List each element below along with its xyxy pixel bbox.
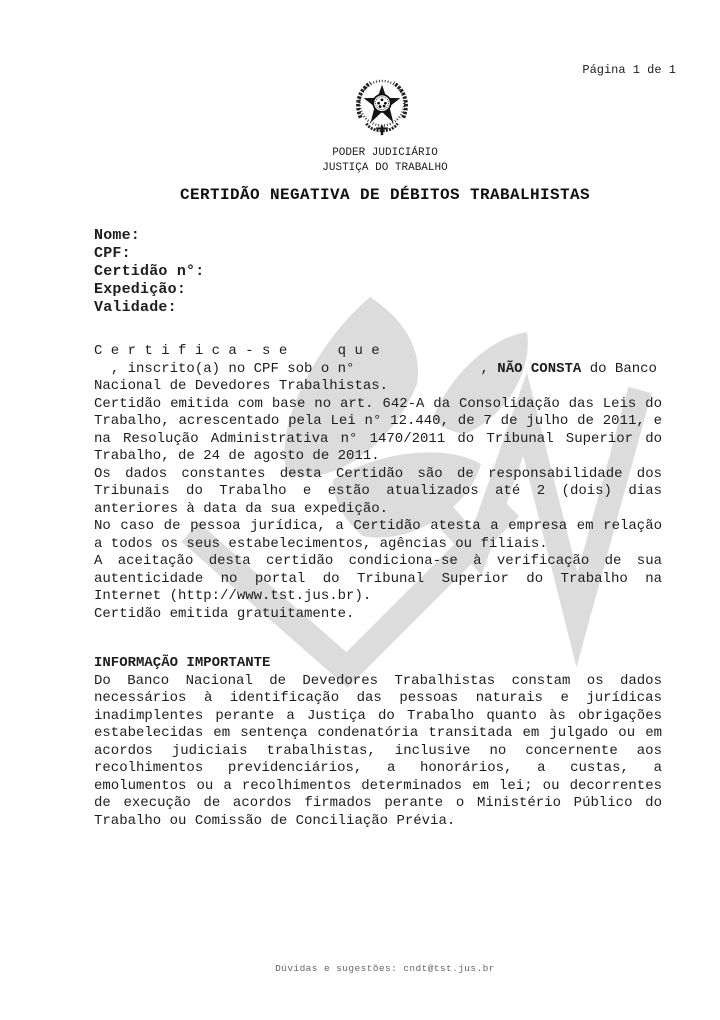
certify-line-1: C e r t i f i c a - s e q u e xyxy=(94,343,380,359)
certify-line-2-comma: , xyxy=(480,360,498,377)
certify-line-2-post: do Banco xyxy=(581,360,657,377)
header-org xyxy=(94,146,676,176)
document-title: CERTIDÃO NEGATIVA DE DÉBITOS TRABALHISTAS xyxy=(179,186,591,204)
body-text xyxy=(94,343,662,623)
body-paragraph-legal-basis: Certidão emitida com base no art. 642-A da Consolidação das Leis do Trabalho, acrescentado pela Lei n° 12.440, de 7 de julho de 2011, e na Resolução Administrativa n° 1470/2011 do Tribunal Superior do Trabalho, de 24 de agosto de 2011. xyxy=(94,395,662,464)
body-paragraph-authenticity: A aceitação desta certidão condiciona-se à verificação de sua autenticidade no portal do Tribunal Superior do Trabalho na Internet (http://www.tst.jus.br). xyxy=(94,553,662,604)
certify-line-2-gap xyxy=(354,361,480,377)
important-info-section xyxy=(94,655,662,830)
body-paragraph-data-responsibility: Os dados constantes desta Certidão são de responsabilidade dos Tribunais do Trabalho e estão atualizados até 2 (dois) dias anteriores à data da sua expedição. xyxy=(94,465,662,517)
certify-paragraph xyxy=(94,343,662,396)
field-row-certidao-numero: Certidão n°: xyxy=(94,263,205,280)
page-number: Página 1 de 1 xyxy=(582,63,676,77)
body-paragraph-legal-entity: No caso de pessoa jurídica, a Certidão atesta a empresa em relação a todos os seus estabelecimentos, agências ou filiais. xyxy=(94,518,662,552)
fields-block xyxy=(94,227,204,317)
field-row-expedicao: Expedição: xyxy=(94,281,187,298)
field-row-cpf: CPF: xyxy=(94,245,131,262)
coat-of-arms-icon xyxy=(351,74,413,144)
field-row-nome: Nome: xyxy=(94,227,141,244)
certify-line-3: Nacional de Devedores Trabalhistas. xyxy=(94,378,389,394)
important-heading: INFORMAÇÃO IMPORTANTE xyxy=(94,655,271,671)
org-line-1: PODER JUDICIÁRIO xyxy=(332,147,438,159)
certify-line-2-pre: , inscrito(a) no CPF sob o n° xyxy=(94,360,355,377)
nao-consta-emphasis: NÃO CONSTA xyxy=(497,360,582,377)
field-row-validade: Validade: xyxy=(94,299,177,316)
footer-contact: Dúvidas e sugestões: cndt@tst.jus.br xyxy=(275,963,495,974)
org-line-2: JUSTIÇA DO TRABALHO xyxy=(322,162,448,174)
important-paragraph: Do Banco Nacional de Devedores Trabalhistas constam os dados necessários à identificação das pessoas naturais e jurídicas inadimplentes perante a Justiça do Trabalho quanto às obrigações estabelecidas em sentença condenatória transitada em julgado ou em acordos judiciais trabalhistas, inclusive no concernente aos recolhimentos previdenciários, a honorários, a custas, a emolumentos ou a recolhimentos determinados em lei; ou decorrentes de execução de acordos firmados perante o Ministério Público do Trabalho ou Comissão de Conciliação Prévia. xyxy=(94,672,662,829)
body-paragraph-free-of-charge: Certidão emitida gratuitamente. xyxy=(94,605,355,622)
